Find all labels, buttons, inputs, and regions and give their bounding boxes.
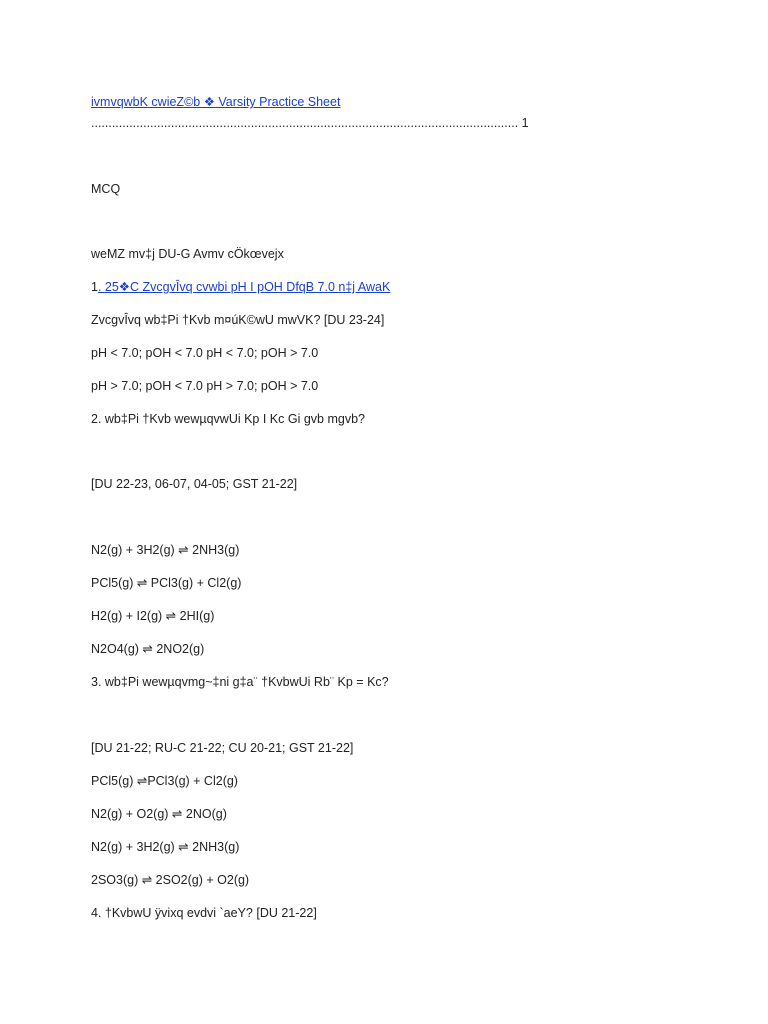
question-2-option-1: N2(g) + 3H2(g) ⇌ 2NH3(g) (91, 543, 240, 557)
subject-line: weMZ mv‡j DU-G Avmv cÖkœvejx (91, 247, 284, 261)
question-1-options-b: pH > 7.0; pOH < 7.0 pH > 7.0; pOH > 7.0 (91, 379, 319, 393)
question-2-option-2: PCl5(g) ⇌ PCl3(g) + Cl2(g) (91, 576, 242, 590)
question-1-link[interactable]: . 25❖C ZvcgvÎvq cvwbi pH I pOH DfqB 7.0 n‡j AwaK (97, 280, 391, 294)
question-3-option-4: 2SO3(g) ⇌ 2SO2(g) + O2(g) (91, 873, 250, 887)
question-2-option-4: N2O4(g) ⇌ 2NO2(g) (91, 642, 205, 656)
question-2-reference: [DU 22-23, 06-07, 04-05; GST 21-22] (91, 477, 298, 491)
toc-page-number: 1 (521, 116, 529, 130)
question-4-text: 4. †KvbwU ÿvixq evdvi `aeY? [DU 21-22] (91, 906, 317, 920)
question-2-text: 2. wb‡Pi †Kvb wewµqvwUi Kp I Kc Gi gvb mgvb? (91, 412, 365, 426)
question-1-options-a: pH < 7.0; pOH < 7.0 pH < 7.0; pOH > 7.0 (91, 346, 319, 360)
question-3-option-3: N2(g) + 3H2(g) ⇌ 2NH3(g) (91, 840, 240, 854)
question-3-text: 3. wb‡Pi wewµqvmg~‡ni g‡a¨ †KvbwUi Rb¨ Kp = Kc? (91, 675, 389, 689)
question-3-reference: [DU 21-22; RU-C 21-22; CU 20-21; GST 21-22] (91, 741, 354, 755)
toc-entry-link[interactable]: ivmvqwbK cwieZ©b ❖ Varsity Practice Sheet (91, 95, 341, 109)
toc-leader-row (91, 115, 529, 131)
toc-leader-dots: ........................................................................................................................... (91, 116, 519, 130)
question-1-line-1 (91, 279, 390, 295)
question-1-number: 1 (91, 280, 98, 294)
question-3-option-1: PCl5(g) ⇌PCl3(g) + Cl2(g) (91, 774, 238, 788)
section-heading: MCQ (91, 182, 121, 196)
question-1-line-2: ZvcgvÎvq wb‡Pi †Kvb m¤úK©wU mwVK? [DU 23-24] (91, 313, 385, 327)
question-2-option-3: H2(g) + I2(g) ⇌ 2HI(g) (91, 609, 215, 623)
question-3-option-2: N2(g) + O2(g) ⇌ 2NO(g) (91, 807, 227, 821)
